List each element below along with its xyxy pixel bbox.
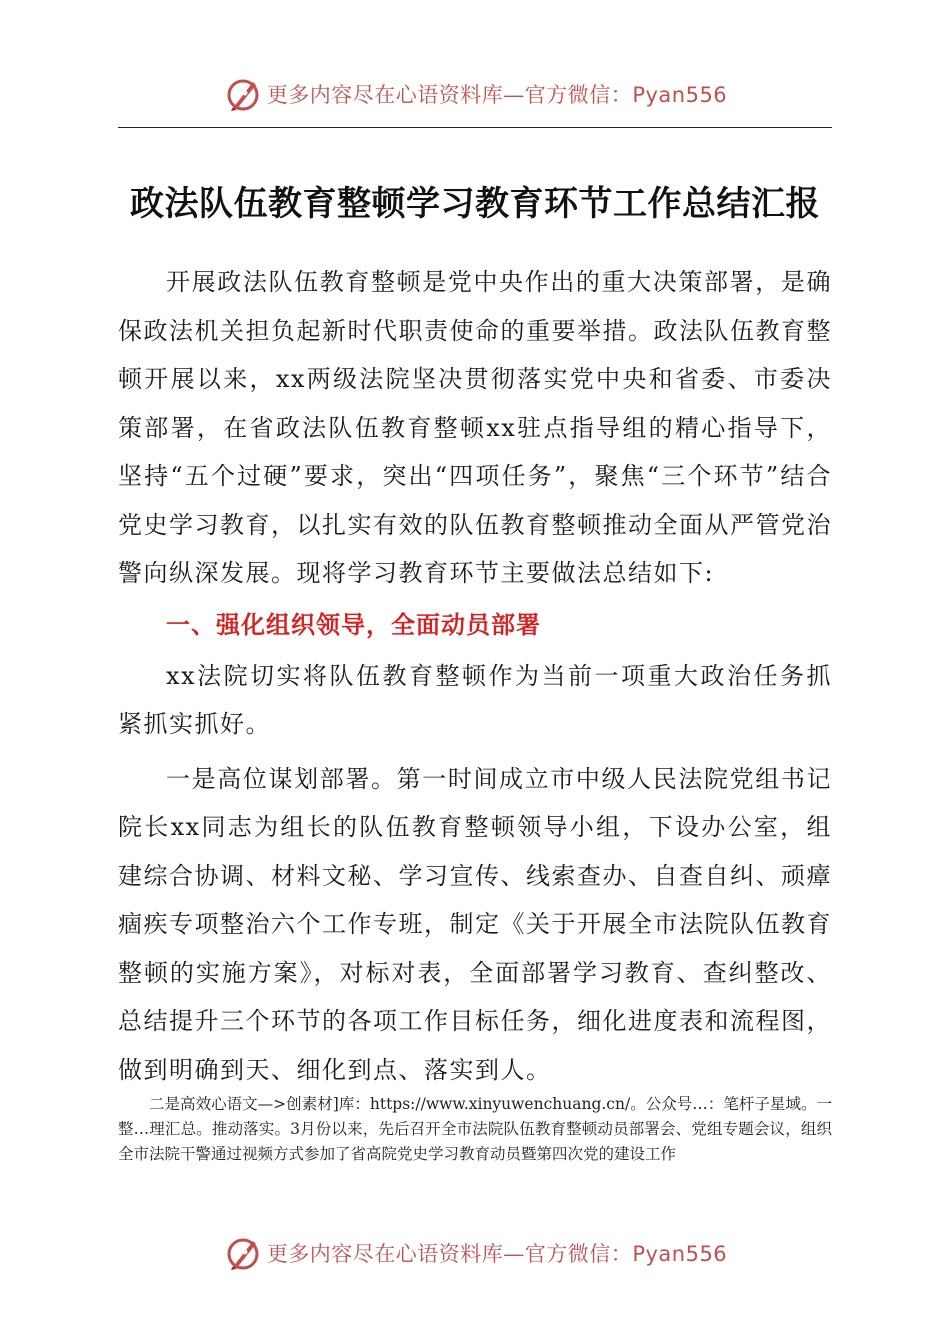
section-heading: 一、强化组织领导，全面动员部署 <box>166 610 541 639</box>
body-paragraph: xx法院切实将队伍教育整顿作为当前一项重大政治任务抓紧抓实抓好。 <box>118 661 832 738</box>
header-divider <box>118 127 832 128</box>
small-print-paragraph: 二是高效心语文—>创素材]库：https://www.xinyuwenchuang.cn/。公众号…：笔杆子星域。一整…理汇总。推动落实。3月份以来，先后召开全市法院队伍教育整顿动员部署会、党组专题会议，组织全市法院干警通过视频方式参加了省高院党史学习教育动员暨第四次党的建设工作 <box>118 1095 832 1163</box>
document-body <box>118 258 832 1094</box>
pen-logo-icon <box>223 74 263 114</box>
body-paragraph: 一是高位谋划部署。第一时间成立市中级人民法院党组书记院长xx同志为组长的队伍教育整顿领导小组，下设办公室，组建综合协调、材料文秘、学习宣传、线索查办、自查自纠、顽瘴痼疾专项整治六个工作专班，制定《关于开展全市法院队伍教育整顿的实施方案》，对标对表，全面部署学习教育、查纠整改、总结提升三个环节的各项工作目标任务，细化进度表和流程图，做到明确到天、细化到点、落实到人。 <box>118 764 832 1084</box>
pen-logo-icon <box>223 1233 263 1273</box>
watermark-text: 更多内容尽在心语资料库—官方微信：Pyan556 <box>266 1242 728 1266</box>
watermark-footer <box>0 1223 950 1283</box>
document-title: 政法队伍教育整顿学习教育环节工作总结汇报 <box>130 184 820 224</box>
intro-paragraph: 开展政法队伍教育整顿是党中央作出的重大决策部署，是确保政法机关担负起新时代职责使命的重要举措。政法队伍教育整顿开展以来，xx两级法院坚决贯彻落实党中央和省委、市委决策部署，在省政法队伍教育整顿xx驻点指导组的精心指导下，坚持“五个过硬”要求，突出“四项任务”，聚焦“三个环节”结合党史学习教育，以扎实有效的队伍教育整顿推动全面从严管党治警向纵深发展。现将学习教育环节主要做法总结如下: <box>118 268 832 587</box>
watermark-text: 更多内容尽在心语资料库—官方微信：Pyan556 <box>266 83 728 107</box>
watermark-header <box>0 64 950 124</box>
